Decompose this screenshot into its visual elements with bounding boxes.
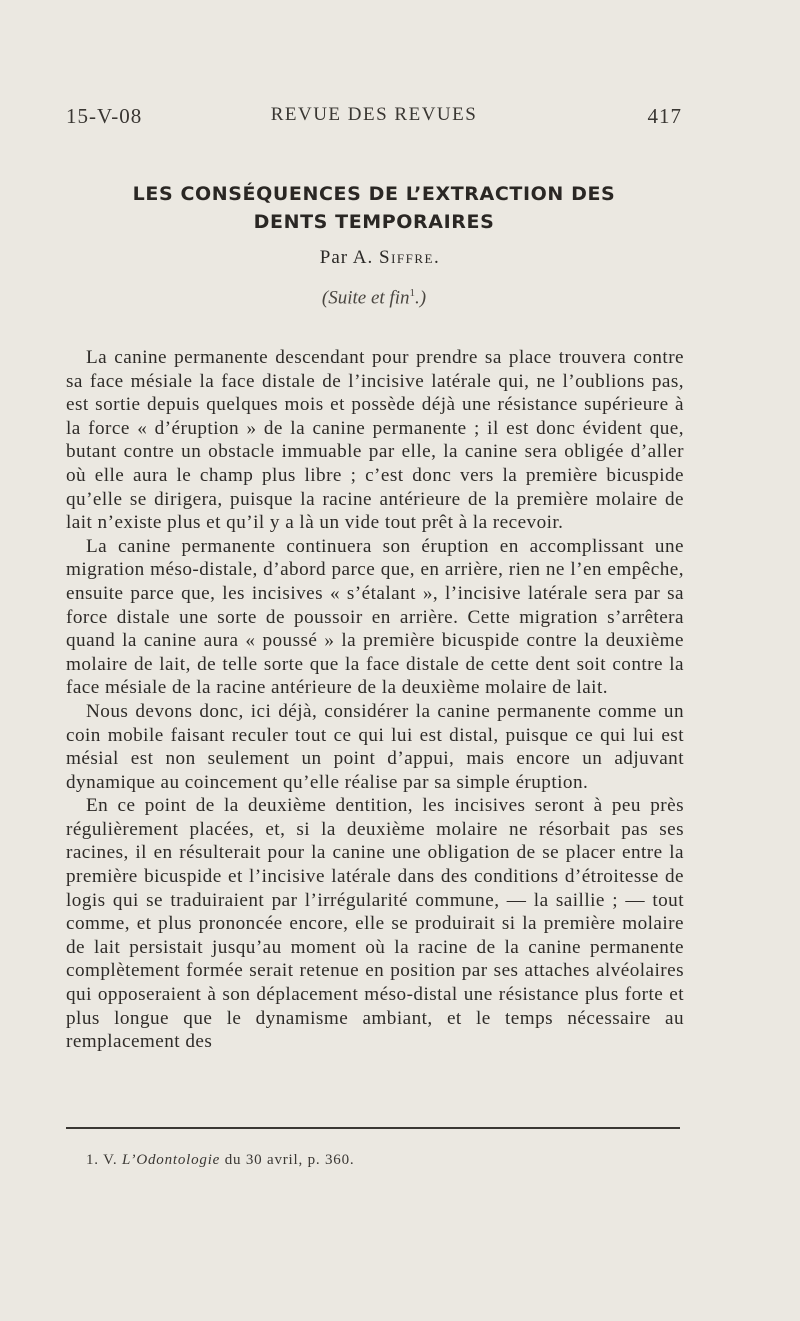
article-title [60, 180, 688, 236]
title-line-2: DENTS TEMPORAIRES [253, 211, 495, 233]
author-name: Siffre. [379, 247, 441, 268]
title-line-1: LES CONSÉQUENCES DE L’EXTRACTION DES [132, 183, 616, 205]
footnote-source: L’Odontologie [121, 1152, 221, 1168]
footnote-mark: 1 [409, 287, 415, 299]
suite-text: (Suite et fin [321, 287, 410, 309]
footnote-suffix: du 30 avril, p. 360. [224, 1152, 355, 1168]
page-number: 417 [647, 104, 682, 128]
paragraph: En ce point de la deuxième dentition, les incisives seront à peu près régulièrement placées, et, si la deuxième molaire ne résorbait pas ses racines, il en résulterait pour la canine une obligation de se placer entre la première bicuspide et l’incisive latérale dans des conditions d’étroitesse de logis qui se traduiraient par l’irrégularité commune, — la saillie ; — tout comme, et plus prononcée encore, elle se produirait si la première molaire de lait persistait jusqu’au moment où la racine de la canine permanente complètement formée serait retenue en position par ses attaches alvéolaires qui opposeraient à son déplacement méso-distal une résistance plus forte et plus longue que le dynamisme ambiant, et le temps nécessaire au remplacement des [66, 795, 684, 1053]
article-body [66, 346, 684, 1054]
issue-date: 15-V-08 [66, 104, 143, 128]
paragraph: La canine permanente descendant pour prendre sa place trouvera contre sa face mésiale la face distale de l’incisive latérale qui, ne l’oublions pas, est sortie depuis quelques mois et possède déjà une résistance supérieure à la force « d’éruption » de la canine permanente ; il est donc évident que, butant contre un obstacle immuable par elle, la canine sera obligée d’aller où elle aura le champ plus libre ; c’est donc vers la première bicuspide qu’elle se dirigera, puisque la racine antérieure de la première molaire de lait n’existe plus et qu’il y a là un vide tout prêt à la recevoir. [66, 347, 684, 534]
paragraph: Nous devons donc, ici déjà, considérer la canine permanente comme un coin mobile faisant reculer tout ce qui lui est distal, puisque ce qui lui est mésial est non seulement un point d’appui, mais encore un adjuvant dynamique au coincement qu’elle réalise par sa simple éruption. [66, 700, 684, 793]
footnote-rule [66, 1127, 680, 1129]
byline [0, 247, 760, 269]
paragraph: La canine permanente continuera son éruption en accomplissant une migration méso-distale, d’abord parce que, en arrière, rien ne l’en empêche, ensuite parce que, les incisives « s’étalant », l’incisive latérale sera par sa force distale une sorte de poussoir en arrière. Cette migration s’arrêtera quand la canine aura « poussé » la première bicuspide contre la deuxième molaire de lait, de telle sorte que la face distale de cette dent soit contre la face mésiale de la racine antérieure de la deuxième molaire de lait. [66, 535, 684, 699]
continuation-note [0, 287, 748, 309]
byline-prefix: Par A. [319, 247, 374, 268]
suite-close: .) [415, 287, 427, 309]
footnote [86, 1152, 676, 1169]
journal-section: REVUE DES REVUES [270, 104, 478, 125]
footnote-prefix: 1. V. [86, 1152, 118, 1168]
